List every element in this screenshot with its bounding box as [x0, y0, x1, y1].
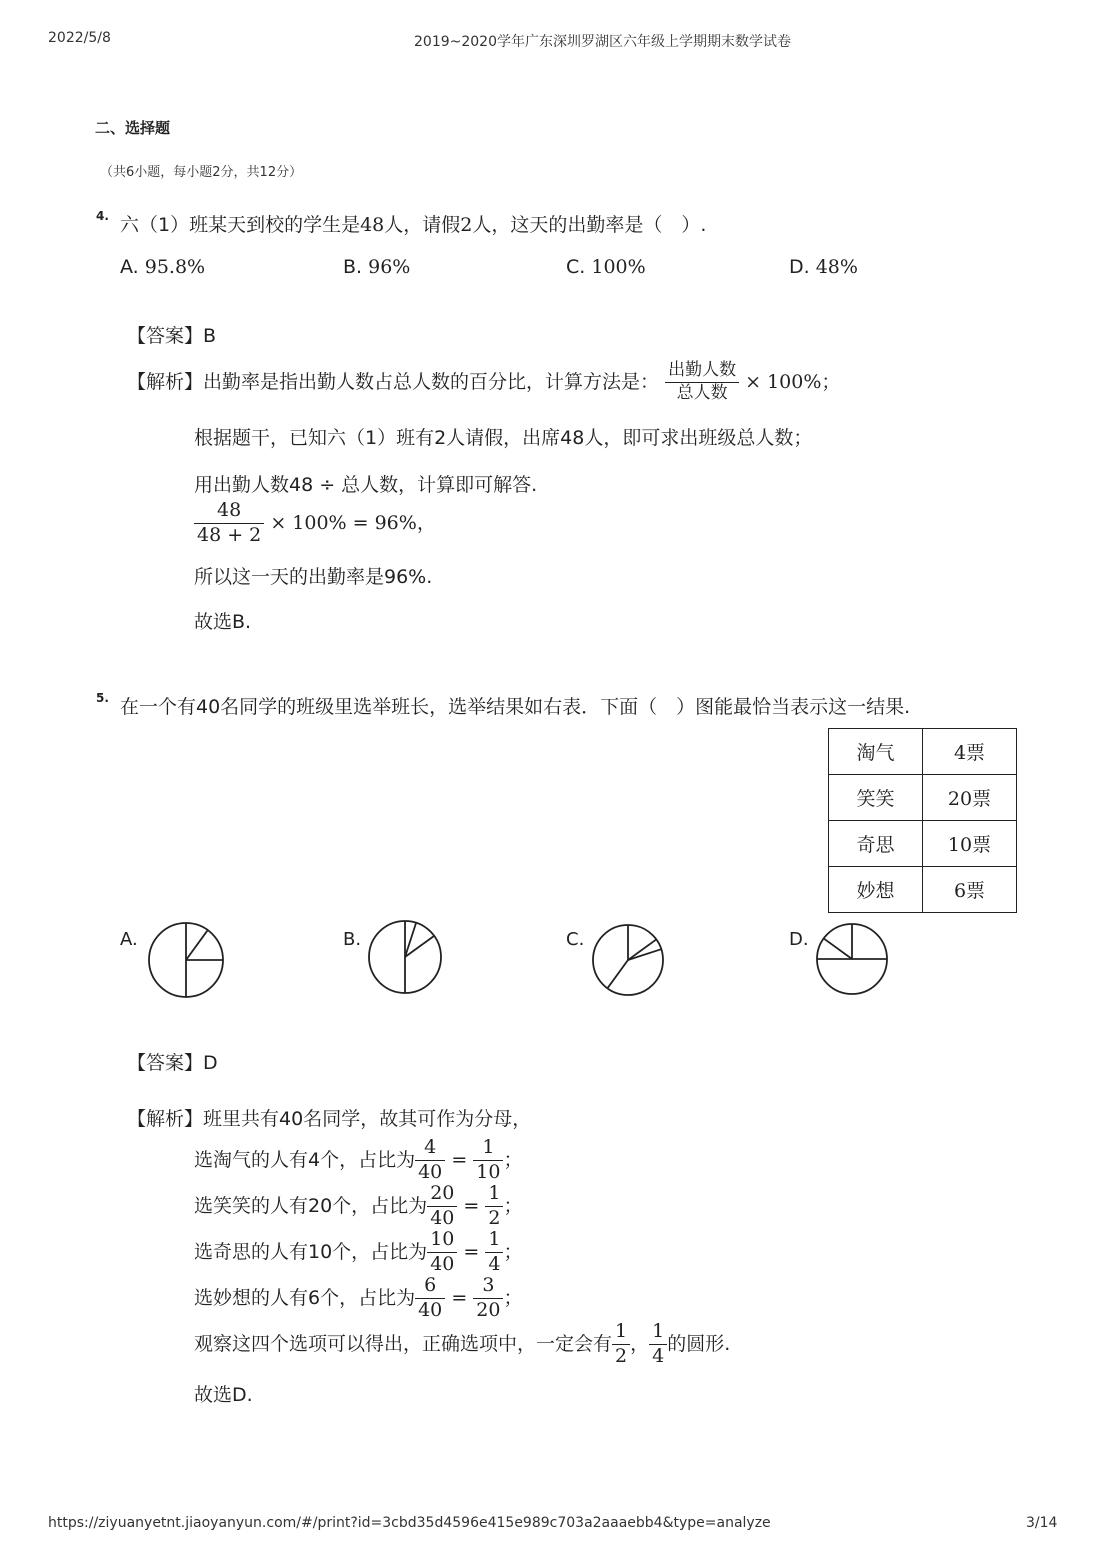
- fraction: [649, 1322, 667, 1367]
- question-5-stem: 在一个有40名同学的班级里选举班长，选举结果如右表．下面（ ）图能最恰当表示这一结果.: [120, 696, 911, 718]
- pie-option-c-label[interactable]: C.: [566, 929, 585, 950]
- table-cell-votes: 20票: [923, 775, 1017, 821]
- fraction-numerator: 20: [427, 1184, 457, 1207]
- fraction-denominator: 总人数: [676, 382, 728, 403]
- fraction: [415, 1276, 445, 1321]
- table-row: [829, 729, 1017, 775]
- pie-chart-c[interactable]: [591, 923, 665, 997]
- fraction-numerator: 1: [473, 1138, 503, 1161]
- fraction-numerator: 10: [427, 1230, 457, 1253]
- section-note: （共6小题，每小题2分，共12分）: [100, 165, 303, 180]
- answer-value: B: [203, 325, 217, 347]
- analysis-text: 的圆形.: [667, 1332, 731, 1355]
- equals-sign: =: [457, 1194, 486, 1217]
- analysis-text: 选妙想的人有6个，占比为: [194, 1286, 416, 1309]
- fraction: [194, 501, 264, 546]
- fraction-numerator: 1: [485, 1184, 503, 1207]
- stem-text: 人，请假: [384, 214, 461, 236]
- fraction: [473, 1276, 503, 1321]
- fraction-denominator: 2: [488, 1206, 501, 1229]
- analysis-4-line-3: 用出勤人数48 ÷ 总人数，计算即可解答.: [194, 474, 538, 496]
- analysis-text: × 100%；: [745, 370, 841, 393]
- option-letter: C.: [566, 256, 592, 278]
- fraction-denominator: 48 + 2: [197, 523, 262, 546]
- analysis-5-row: [194, 1276, 522, 1321]
- fraction: [485, 1184, 503, 1229]
- question-number-5: 5.: [96, 691, 109, 705]
- option-c[interactable]: [566, 256, 646, 278]
- option-letter: D.: [789, 256, 816, 278]
- analysis-5-conclusion: 故选D.: [194, 1384, 253, 1406]
- option-a[interactable]: [120, 256, 205, 278]
- table-row: [829, 867, 1017, 913]
- fraction-numerator: 1: [649, 1322, 667, 1345]
- pie-chart-a[interactable]: [146, 920, 226, 1000]
- option-value: 96%: [368, 256, 411, 278]
- analysis-label: 【解析】: [127, 1108, 204, 1130]
- print-date: 2022/5/8: [48, 30, 111, 46]
- equals-sign: =: [457, 1240, 486, 1263]
- pie-option-b-label[interactable]: B.: [343, 929, 362, 950]
- fraction-denominator: 4: [488, 1252, 501, 1275]
- table-row: [829, 775, 1017, 821]
- answer-4: [127, 321, 216, 348]
- fraction-numerator: 48: [194, 501, 264, 524]
- option-value: 48%: [815, 256, 858, 278]
- footer-page-number: 3/14: [1026, 1515, 1058, 1531]
- section-title: 二、选择题: [95, 119, 171, 137]
- fraction-denominator: 20: [476, 1298, 501, 1321]
- fraction-denominator: 40: [430, 1206, 455, 1229]
- analysis-5-row: [194, 1138, 522, 1183]
- stem-text: 人，这天的出勤率是（ ）.: [472, 214, 707, 236]
- pie-slice-boundary: [628, 949, 661, 960]
- analysis-5-observe: [194, 1322, 730, 1367]
- fraction-numerator: 3: [473, 1276, 503, 1299]
- analysis-text: 班里共有40名同学，故其可作为分母，: [203, 1108, 532, 1130]
- pie-option-a-label[interactable]: A.: [120, 929, 138, 950]
- fraction: [665, 362, 739, 403]
- analysis-5-intro: [127, 1104, 531, 1131]
- question-number-4: 4.: [96, 209, 109, 223]
- fraction: [612, 1322, 630, 1367]
- fraction-denominator: 10: [476, 1160, 501, 1183]
- punctuation: ；: [503, 1240, 523, 1263]
- table-cell-votes: 10票: [923, 821, 1017, 867]
- equals-sign: =: [445, 1286, 474, 1309]
- punctuation: ；: [503, 1194, 523, 1217]
- stem-number: 2: [460, 214, 473, 236]
- analysis-text: × 100% = 96%，: [270, 511, 436, 534]
- fraction: [485, 1230, 503, 1275]
- fraction-denominator: 4: [652, 1344, 665, 1367]
- punctuation: ；: [503, 1148, 523, 1171]
- fraction-denominator: 40: [418, 1298, 443, 1321]
- analysis-4-line-6: 故选B.: [194, 611, 252, 633]
- pie-chart-d[interactable]: [815, 922, 889, 996]
- fraction-denominator: 40: [418, 1160, 443, 1183]
- analysis-4-line-2: 根据题干，已知六（1）班有2人请假，出席48人，即可求出班级总人数；: [194, 427, 813, 449]
- table-cell-name: 奇思: [829, 821, 923, 867]
- question-4-stem: [120, 210, 706, 237]
- analysis-4-line-1: [127, 362, 840, 403]
- fraction: [427, 1184, 457, 1229]
- stem-text: 六（1）班某天到校的学生是: [120, 214, 361, 236]
- analysis-text: 选笑笑的人有20个，占比为: [194, 1194, 428, 1217]
- table-cell-name: 淘气: [829, 729, 923, 775]
- analysis-4-calc: [194, 501, 436, 546]
- option-letter: B.: [343, 256, 369, 278]
- punctuation: ；: [503, 1286, 523, 1309]
- analysis-label: 【解析】: [127, 370, 204, 393]
- table-cell-votes: 4票: [923, 729, 1017, 775]
- analysis-5-row: [194, 1184, 522, 1229]
- fraction: [427, 1230, 457, 1275]
- table-cell-name: 妙想: [829, 867, 923, 913]
- fraction: [473, 1138, 503, 1183]
- option-value: 100%: [591, 256, 646, 278]
- answer-5: [127, 1048, 218, 1075]
- pie-option-d-label[interactable]: D.: [789, 929, 809, 950]
- fraction-denominator: 2: [615, 1344, 628, 1367]
- stem-number: 48: [360, 214, 385, 236]
- pie-chart-b[interactable]: [367, 919, 443, 995]
- pie-slice-boundary: [607, 960, 628, 988]
- analysis-text: 选淘气的人有4个，占比为: [194, 1148, 416, 1171]
- fraction-numerator: 出勤人数: [665, 362, 739, 383]
- pie-slice-boundary: [628, 939, 656, 960]
- answer-label: 【答案】: [127, 1052, 204, 1074]
- document-title: 2019~2020学年广东深圳罗湖区六年级上学期期末数学试卷: [414, 34, 791, 50]
- fraction-denominator: 40: [430, 1252, 455, 1275]
- fraction: [415, 1138, 445, 1183]
- punctuation: ，: [630, 1332, 650, 1355]
- option-d[interactable]: [789, 256, 858, 278]
- answer-label: 【答案】: [127, 325, 204, 347]
- table-cell-votes: 6票: [923, 867, 1017, 913]
- option-letter: A.: [120, 256, 145, 278]
- analysis-5-row: [194, 1230, 522, 1275]
- table-row: [829, 821, 1017, 867]
- answer-value: D: [203, 1052, 218, 1074]
- analysis-text: 观察这四个选项可以得出，正确选项中，一定会有: [194, 1332, 613, 1355]
- fraction-numerator: 4: [415, 1138, 445, 1161]
- analysis-4-line-5: 所以这一天的出勤率是96%.: [194, 566, 433, 588]
- footer-url[interactable]: https://ziyuanyetnt.jiaoyanyun.com/#/print?id=3cbd35d4596e415e989c703a2aaaebb4&type=analyze: [48, 1515, 771, 1531]
- equals-sign: =: [445, 1148, 474, 1171]
- fraction-numerator: 6: [415, 1276, 445, 1299]
- pie-slice-boundary: [824, 938, 852, 959]
- analysis-text: 选奇思的人有10个，占比为: [194, 1240, 428, 1263]
- option-value: 95.8%: [144, 256, 206, 278]
- table-cell-name: 笑笑: [829, 775, 923, 821]
- option-b[interactable]: [343, 256, 410, 278]
- analysis-text: 出勤率是指出勤人数占总人数的百分比，计算方法是：: [203, 370, 660, 393]
- fraction-numerator: 1: [612, 1322, 630, 1345]
- vote-table: [828, 728, 1017, 913]
- pie-slice-boundary: [186, 930, 208, 960]
- fraction-numerator: 1: [485, 1230, 503, 1253]
